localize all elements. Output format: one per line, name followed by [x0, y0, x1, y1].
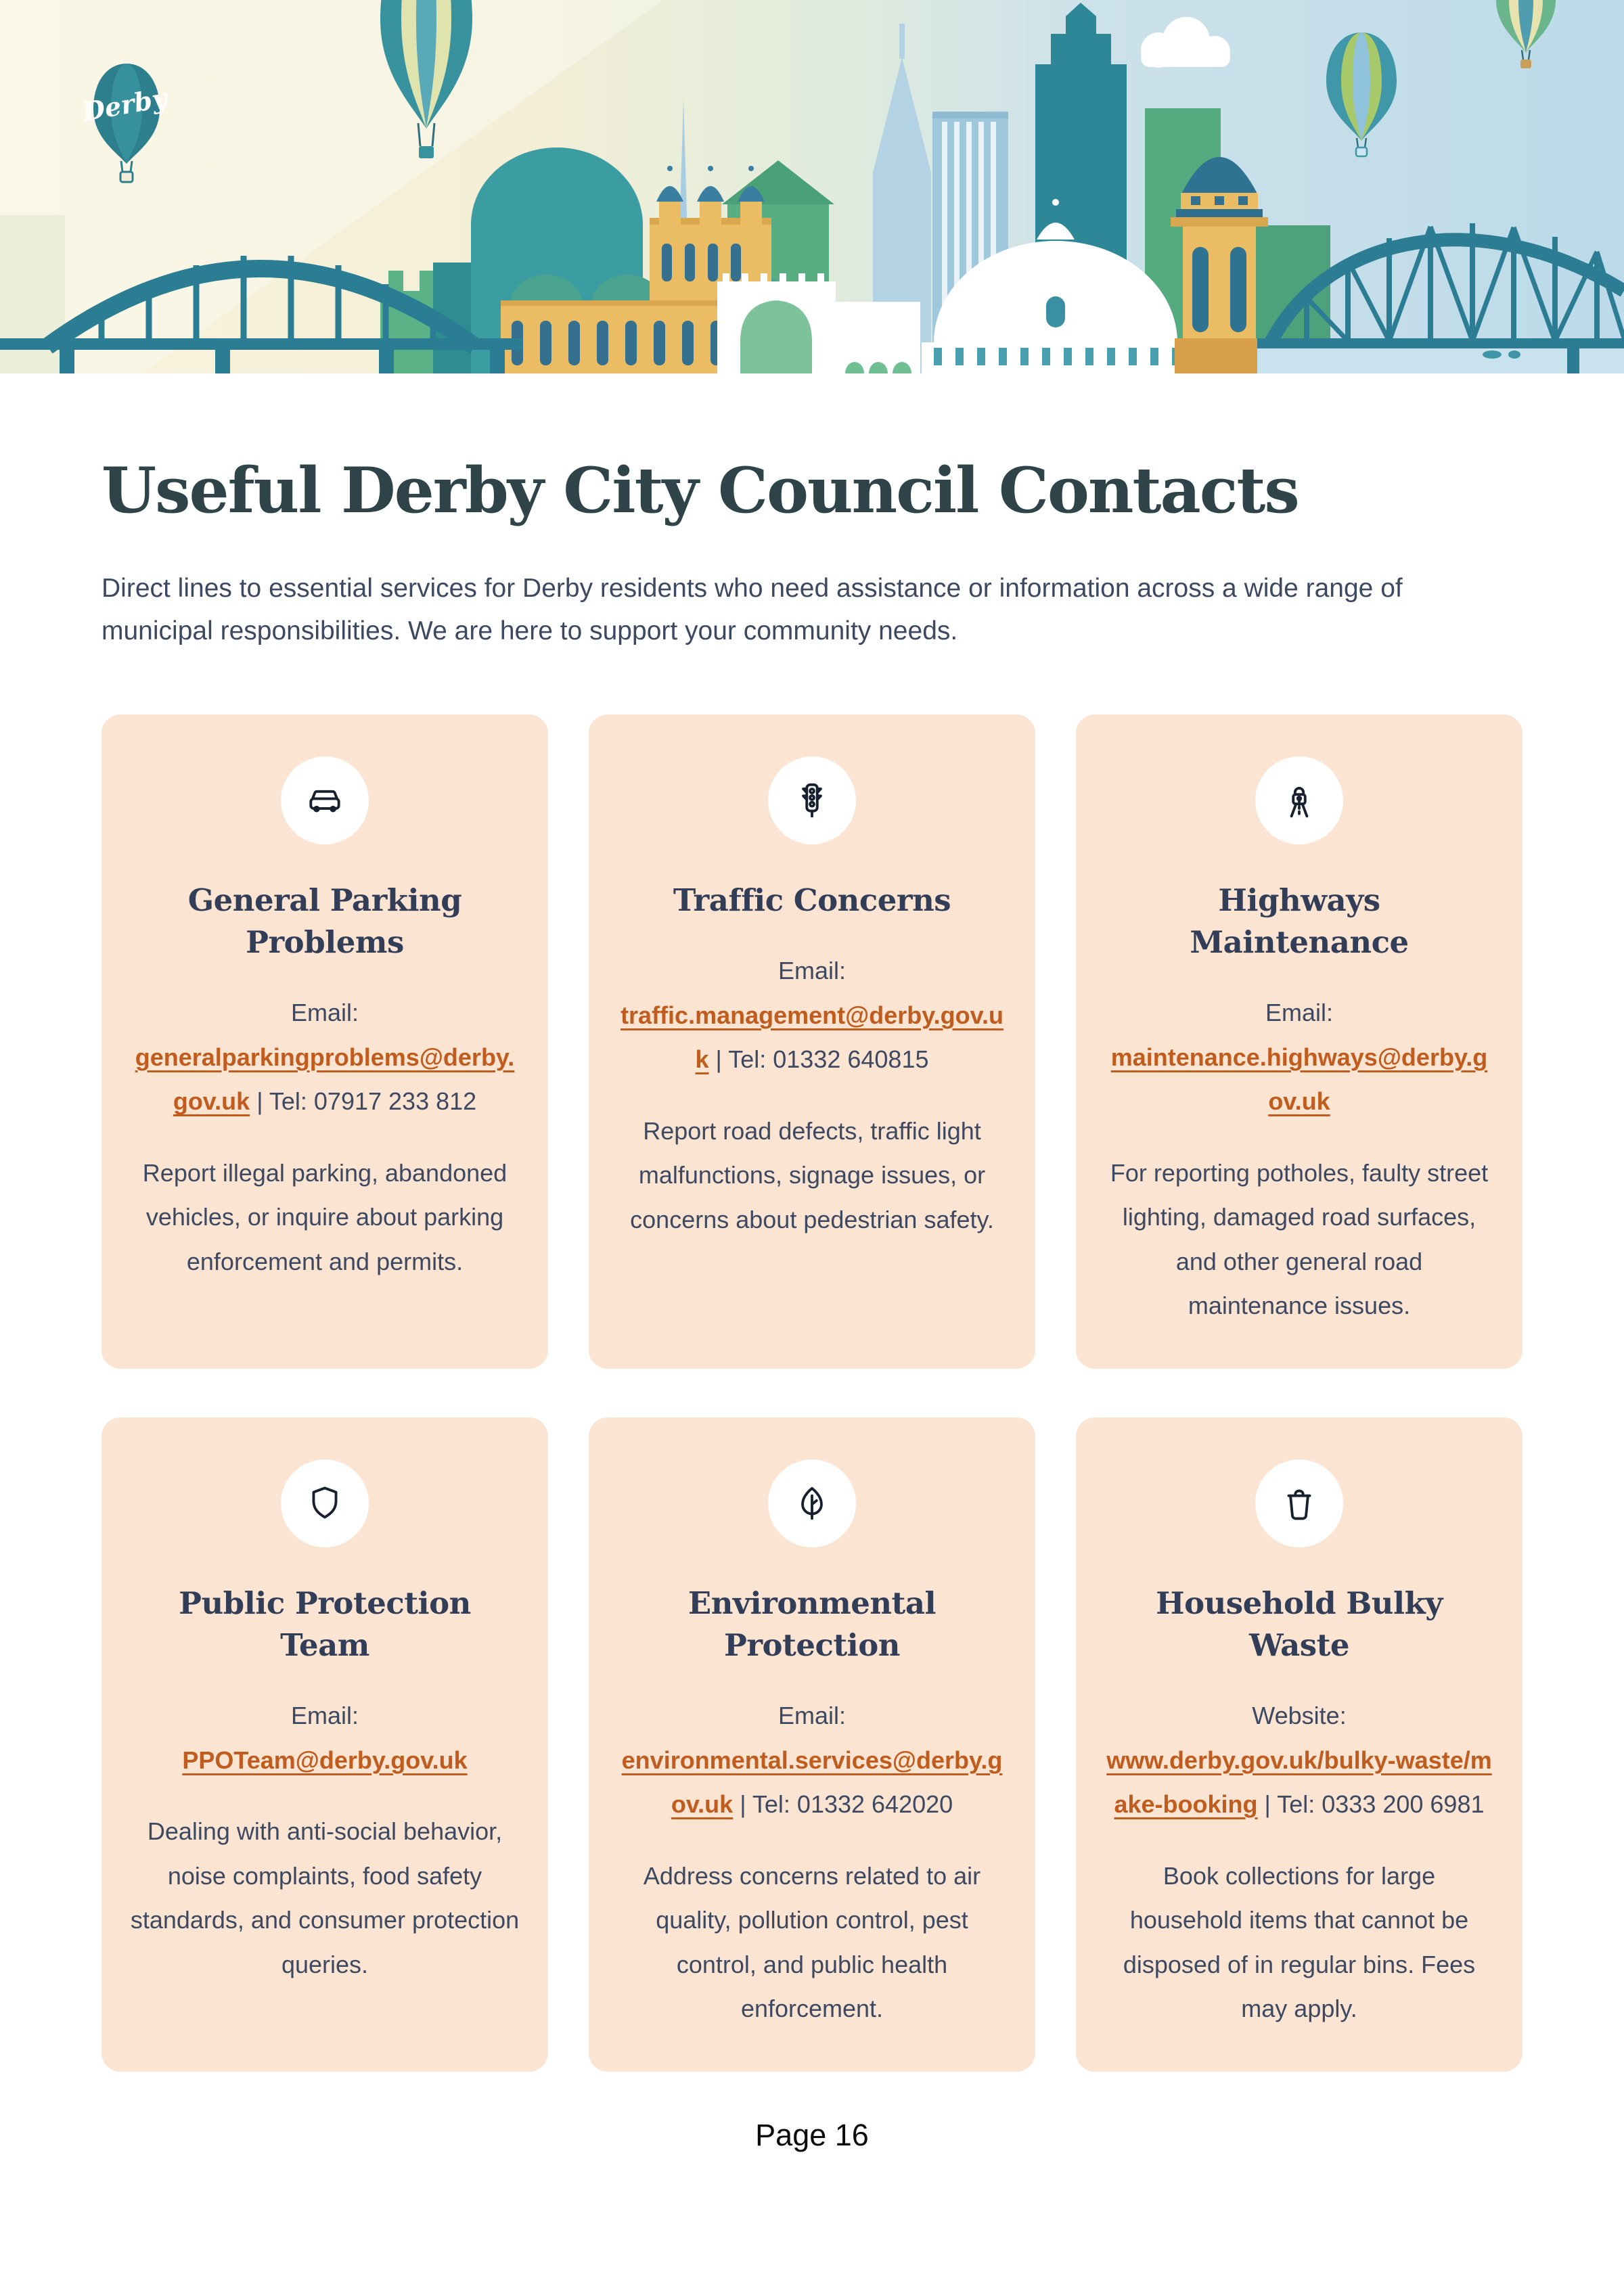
contact-link[interactable]: traffic.management@derby.gov.uk: [621, 1001, 1003, 1074]
shield-icon: [304, 1482, 346, 1524]
contact-link[interactable]: PPOTeam@derby.gov.uk: [182, 1746, 468, 1774]
contact-suffix: | Tel: 01332 640815: [715, 1045, 929, 1074]
traffic-light-icon: [791, 779, 833, 821]
card-contact: [130, 1694, 520, 1782]
contact-link[interactable]: www.derby.gov.uk/bulky-waste/make-booking: [1106, 1746, 1492, 1819]
contact-card-highways-maintenance: [1076, 714, 1522, 1369]
card-description: For reporting potholes, faulty street lighting, damaged road surfaces, and other general road maintenance issues.: [1110, 1158, 1489, 1320]
leaf-icon: [791, 1482, 833, 1524]
contact-card-public-protection: [102, 1417, 548, 2072]
icon-circle: [1255, 1459, 1343, 1547]
contact-link[interactable]: environmental.services@derby.gov.uk: [621, 1746, 1003, 1819]
contact-suffix: | Tel: 0333 200 6981: [1264, 1790, 1485, 1819]
card-title: Highways Maintenance: [1190, 882, 1409, 961]
contact-card-traffic-concerns: [589, 714, 1035, 1369]
trash-icon: [1278, 1482, 1320, 1524]
icon-circle: [281, 756, 369, 844]
city-skyline-illustration: [0, 0, 1624, 373]
contact-suffix: | Tel: 07917 233 812: [256, 1087, 477, 1116]
card-contact: [1104, 1694, 1494, 1827]
icon-circle: [768, 756, 856, 844]
card-contact: [130, 991, 520, 1124]
card-description: Address concerns related to air quality, pollution control, pest control, and public health enforcement.: [643, 1861, 981, 2023]
car-icon: [304, 779, 346, 821]
road-padlock-icon: [1278, 779, 1320, 821]
page-number: Page 16: [755, 2117, 869, 2152]
contact-label: Email:: [777, 957, 847, 985]
icon-circle: [281, 1459, 369, 1547]
card-contact: [1104, 991, 1494, 1124]
card-title: Traffic Concerns: [673, 882, 951, 919]
contact-label: Email:: [1265, 999, 1334, 1027]
card-contact: [617, 949, 1007, 1082]
card-description: Report illegal parking, abandoned vehicles, or inquire about parking enforcement and permits.: [142, 1158, 508, 1275]
contact-label: Email:: [290, 999, 359, 1027]
card-title: Household Bulky Waste: [1156, 1585, 1443, 1663]
contact-card-bulky-waste: [1076, 1417, 1522, 2072]
card-title: General Parking Problems: [187, 882, 462, 961]
contact-card-environmental-protection: [589, 1417, 1035, 2072]
intro-paragraph: Direct lines to essential services for Derby residents who need assistance or information across a wide range of municipal responsibilities. We are here to support your community needs.: [102, 573, 1403, 645]
icon-circle: [768, 1459, 856, 1547]
card-description: Dealing with anti-social behavior, noise complaints, food safety standards, and consumer protection queries.: [130, 1817, 520, 1978]
icon-circle: [1255, 756, 1343, 844]
contact-card-general-parking: [102, 714, 548, 1369]
card-title: Public Protection Team: [179, 1585, 471, 1663]
card-contact: [617, 1694, 1007, 1827]
contact-label: Email:: [777, 1702, 847, 1730]
contact-link[interactable]: generalparkingproblems@derby.gov.uk: [135, 1043, 515, 1116]
card-description: Book collections for large household items that cannot be disposed of in regular bins. Fees may apply.: [1123, 1861, 1476, 2023]
contact-suffix: | Tel: 01332 642020: [740, 1790, 953, 1819]
contact-label: Website:: [1252, 1702, 1347, 1730]
main-content: [0, 453, 1624, 2153]
card-title: Environmental Protection: [687, 1585, 937, 1663]
card-description: Report road defects, traffic light malfunctions, signage issues, or concerns about pedestrian safety.: [630, 1116, 994, 1233]
cathedral-tower: [1171, 157, 1268, 373]
contact-cards-grid: [102, 714, 1522, 2072]
balloon-label: Derby: [80, 82, 170, 127]
page-title: Useful Derby City Council Contacts: [102, 453, 1299, 527]
contact-label: Email:: [290, 1702, 359, 1730]
contact-link[interactable]: maintenance.highways@derby.gov.uk: [1110, 1043, 1488, 1116]
